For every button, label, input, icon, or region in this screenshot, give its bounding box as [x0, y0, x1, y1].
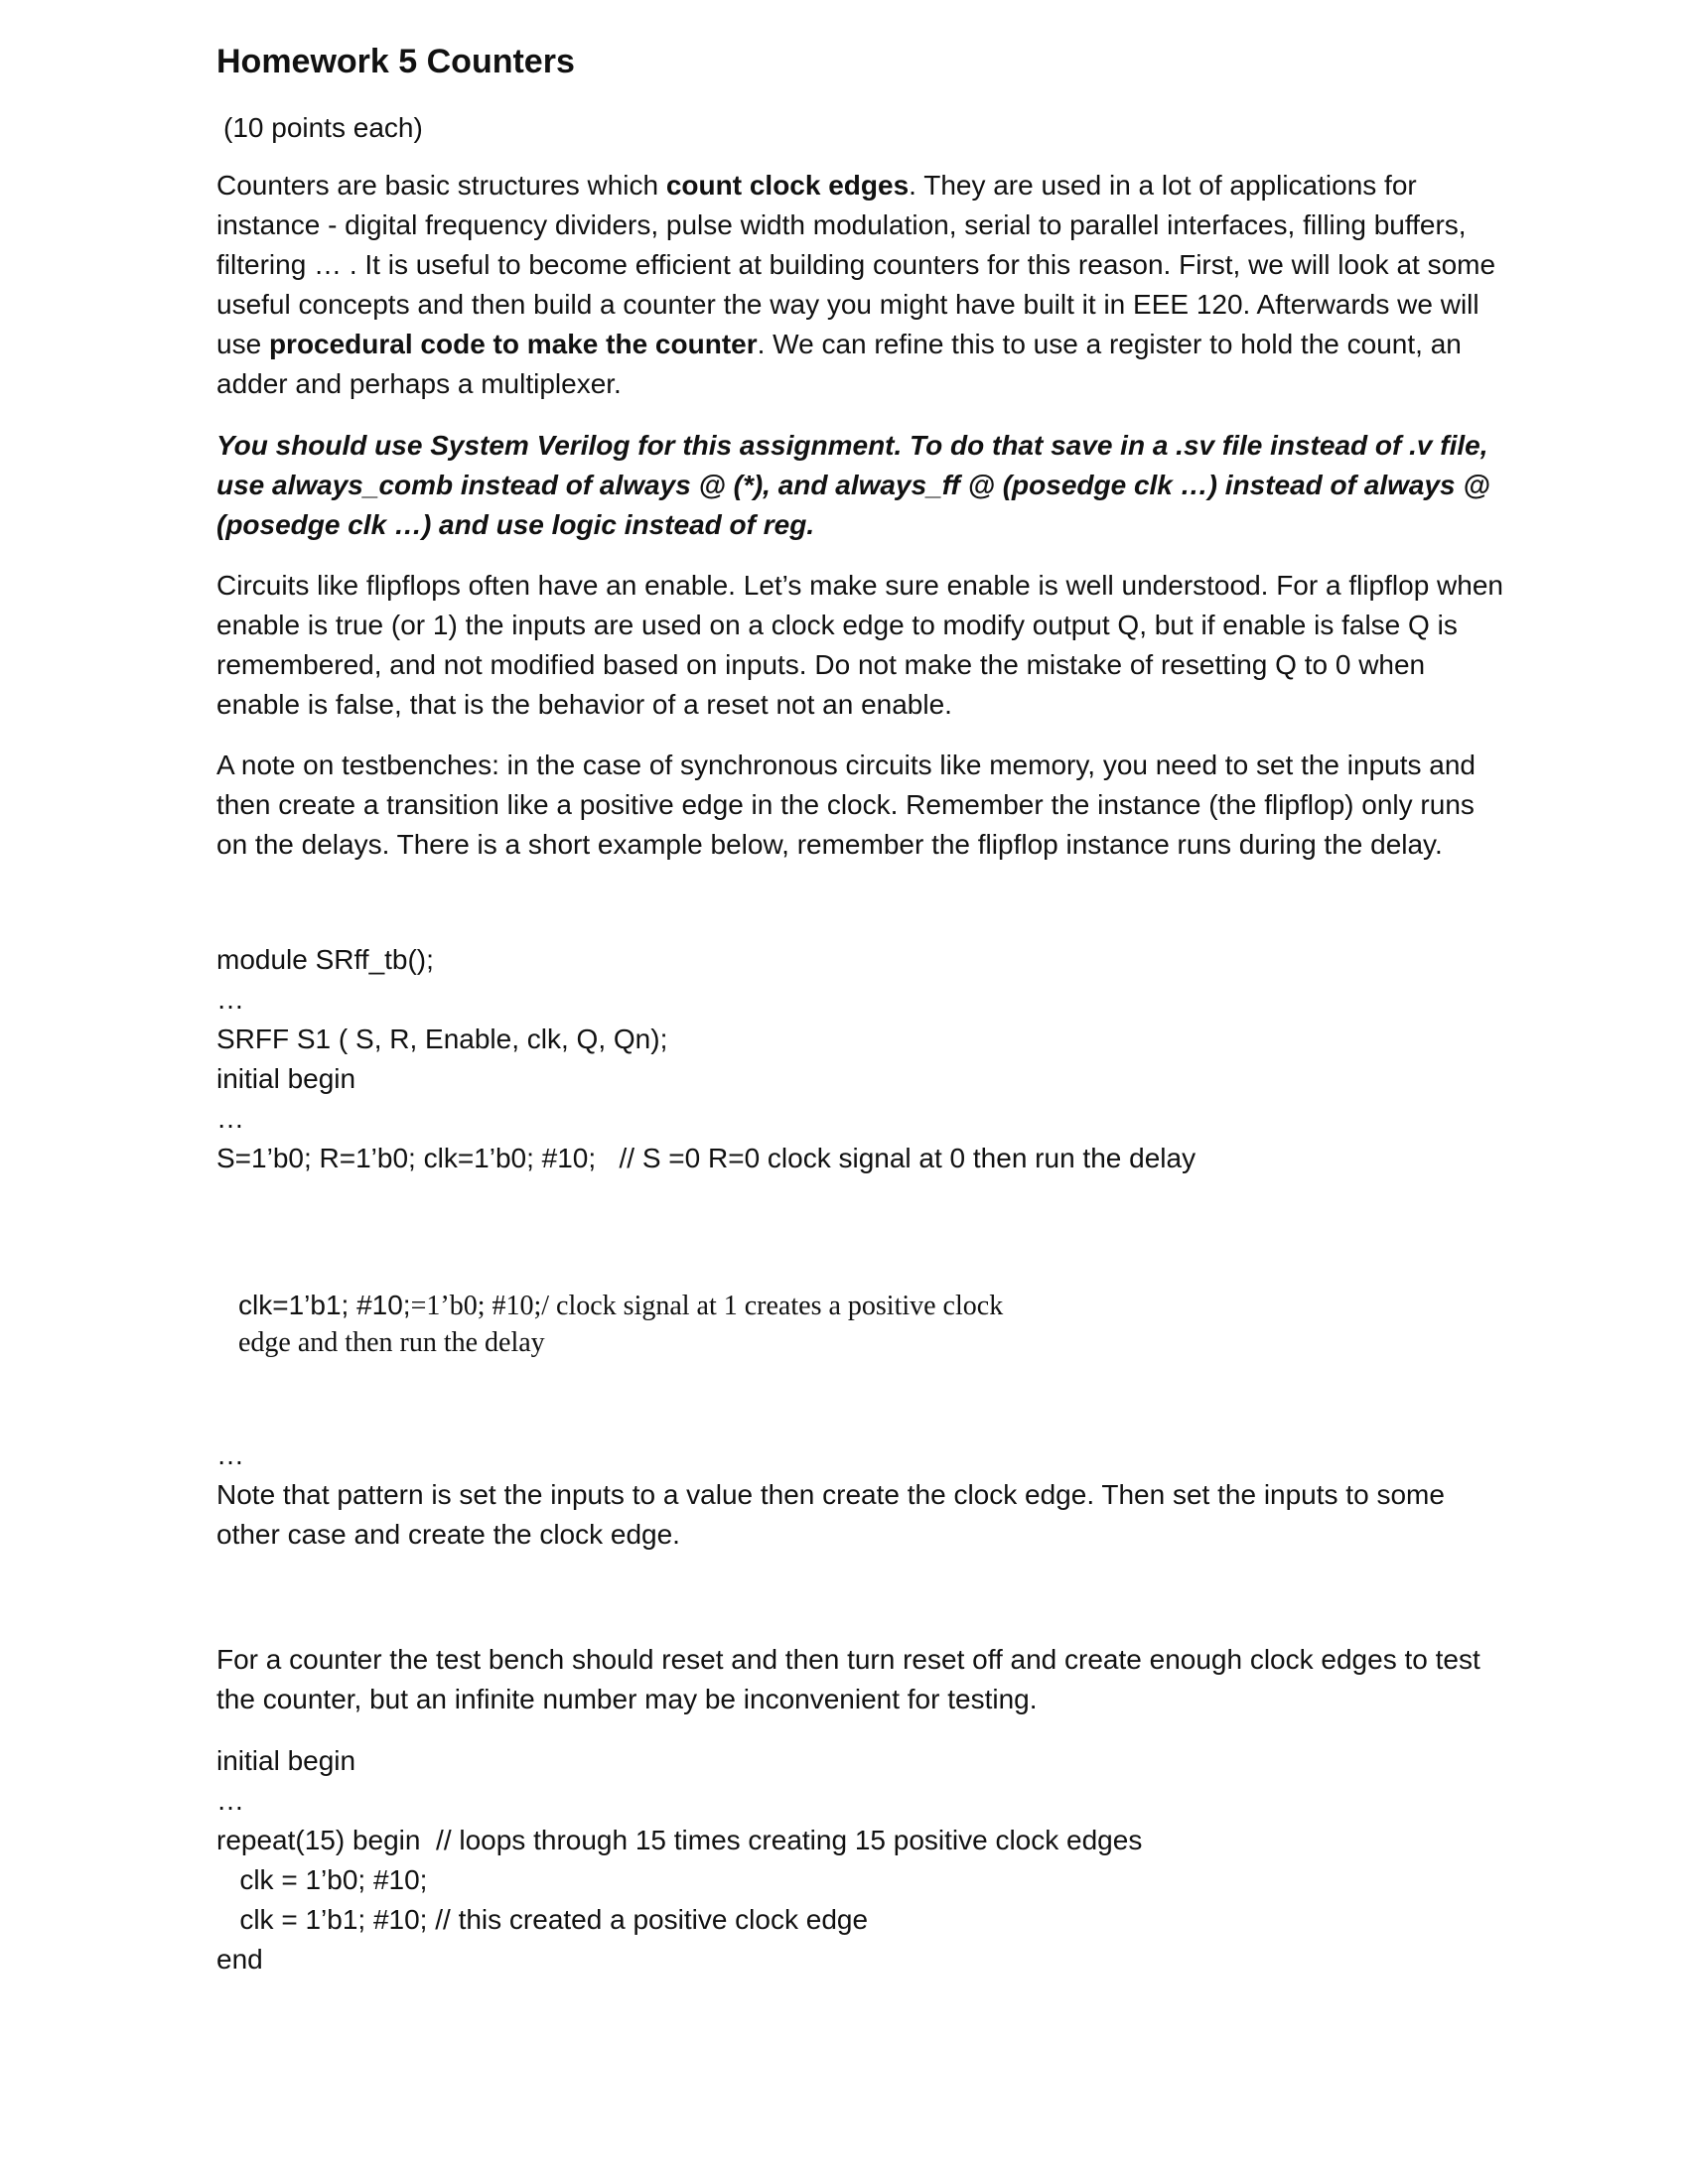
intro-text-3: . We can refine this to use a register to hold the count, an adder and perhaps a multiplexer.: [216, 329, 1462, 399]
code-line: …: [216, 1785, 244, 1816]
intro-paragraph: [216, 166, 1507, 404]
overlap-serif-text: =1’b0; #10;/ clock signal at 1 creates a positive clock: [410, 1291, 1004, 1321]
intro-text-1: Counters are basic structures which: [216, 170, 666, 201]
code-line: …: [216, 1103, 244, 1134]
intro-bold-1: count clock edges: [665, 170, 910, 201]
code-line: clk = 1’b0; #10;: [216, 1864, 428, 1895]
code-example-repeat: [216, 1741, 1507, 1979]
overlap-line-1: [238, 1287, 1132, 1324]
code-example-srff: [216, 940, 1507, 1178]
intro-bold-2: procedural code to make the counter: [268, 329, 758, 359]
code-line: repeat(15) begin // loops through 15 times creating 15 positive clock edges: [216, 1825, 1143, 1855]
enable-paragraph: Circuits like flipflops often have an enable. Let’s make sure enable is well understood. For a flipflop when enable is true (or 1) the inputs are used on a clock edge to modify output Q, but if enable is false Q is remembered, and not modified based on inputs. Do not make the mistake of resetting Q to 0 when enable is false, that is the behavior of a reset not an enable.: [216, 570, 1503, 720]
counter-testbench-paragraph: For a counter the test bench should reset and then turn reset off and create enough clock edges to test the counter, but an infinite number may be inconvenient for testing.: [216, 1644, 1480, 1714]
code-line: initial begin: [216, 1745, 356, 1776]
pattern-note: Note that pattern is set the inputs to a value then create the clock edge. Then set the inputs to some other case and create the clock edge.: [216, 1479, 1445, 1550]
code-line: …: [216, 984, 244, 1015]
document-continued: [216, 1435, 1507, 1979]
intro-text-2: . They are used in a lot of applications for instance - digital frequency dividers, pulse width modulation, serial to parallel interfaces, filling buffers, filtering … . It is useful to become efficient at building counters for this reason. First, we will look at some useful concepts and then build a counter the way you might have built it in EEE 120. Afterwards we will use: [216, 170, 1496, 359]
overlap-sans-text: clk=1’b1; #10;: [238, 1290, 411, 1320]
testbench-paragraph: A note on testbenches: in the case of synchronous circuits like memory, you need to set the inputs and then create a transition like a positive edge in the clock. Remember the instance (the flipflop) only runs on the delays. There is a short example below, remember the flipflop instance runs during the delay.: [216, 750, 1476, 860]
overlapping-code-comment: [238, 1287, 1132, 1361]
code-line: S=1’b0; R=1’b0; clk=1’b0; #10; // S =0 R=0 clock signal at 0 then run the delay: [216, 1143, 1196, 1173]
document-page: [216, 40, 1507, 1178]
system-verilog-note: You should use System Verilog for this assignment. To do that save in a .sv file instead of .v file, use always_comb instead of always @ (*), and always_ff @ (posedge clk …) instead of always @ (posedge clk …) and use logic instead of reg.: [216, 430, 1490, 540]
code-line: SRFF S1 ( S, R, Enable, clk, Q, Qn);: [216, 1024, 668, 1054]
ellipsis-line: …: [216, 1439, 244, 1470]
code-line: module SRff_tb();: [216, 944, 434, 975]
code-line: clk = 1’b1; #10; // this created a positive clock edge: [216, 1904, 869, 1935]
code-line: initial begin: [216, 1063, 356, 1094]
code-line: end: [216, 1944, 263, 1975]
points-note: (10 points each): [223, 112, 423, 143]
overlap-line-2: edge and then run the delay: [238, 1327, 545, 1358]
page-title: Homework 5 Counters: [216, 43, 575, 80]
